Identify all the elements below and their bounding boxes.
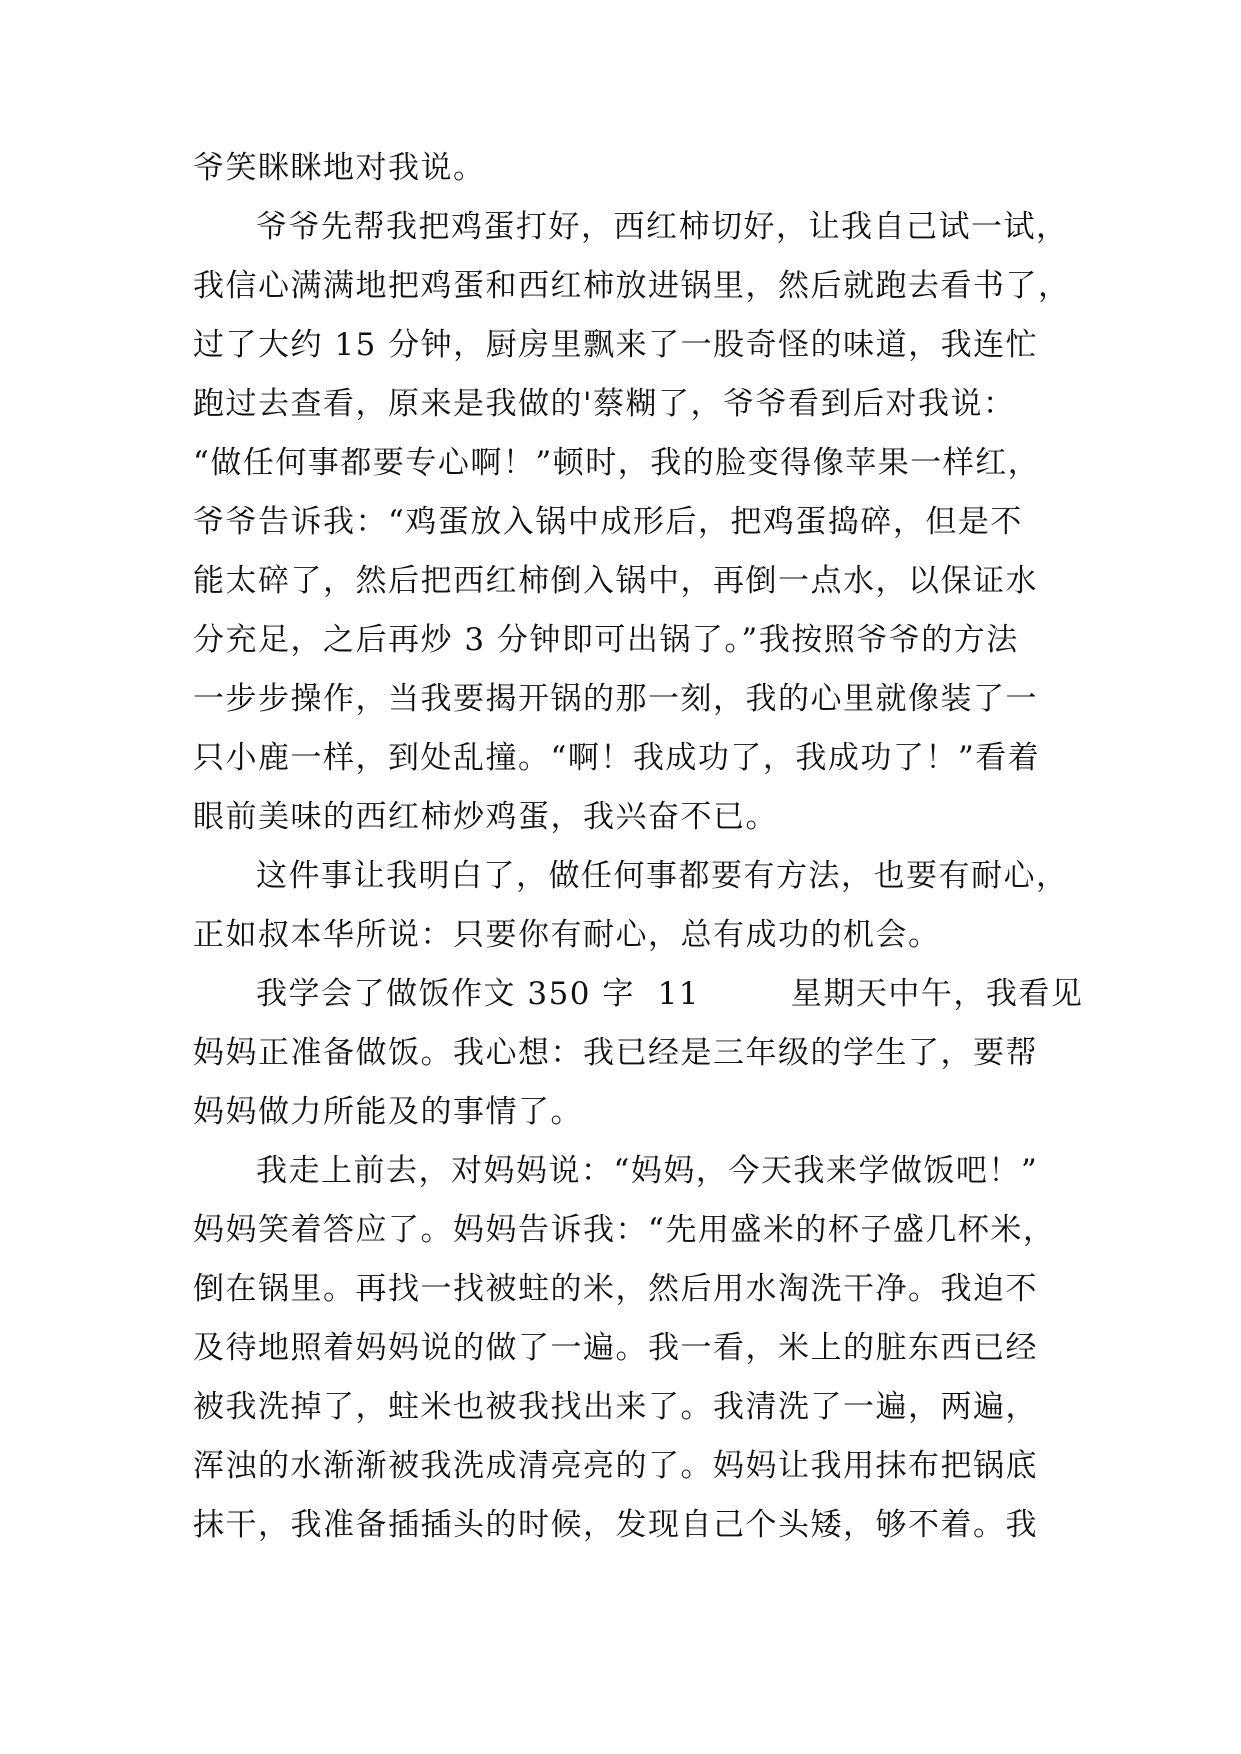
text-line: 能太碎了，然后把西红柿倒入锅中，再倒一点水，以保证水 (193, 563, 1038, 599)
text-line: 我信心满满地把鸡蛋和西红柿放进锅里，然后就跑去看书了， (193, 268, 1071, 304)
paragraph-start-line: 爷爷先帮我把鸡蛋打好，西红柿切好，让我自己试一试， (256, 209, 1069, 245)
paragraph-start-line: 这件事让我明白了，做任何事都要有方法，也要有耐心， (256, 858, 1069, 894)
text-line: 爷爷告诉我：“鸡蛋放入锅中成形后，把鸡蛋捣碎，但是不 (193, 504, 1023, 540)
text-line: 眼前美味的西红柿炒鸡蛋，我兴奋不已。 (193, 799, 778, 835)
text-line: 倒在锅里。再找一找被蛀的米，然后用水淘洗干净。我迫不 (193, 1271, 1038, 1307)
text-line: 跑过去查看，原来是我做的'蔡糊了，爷爷看到后对我说： (193, 386, 1016, 422)
text-line: 正如叔本华所说：只要你有耐心，总有成功的机会。 (193, 917, 941, 953)
text-line: 妈妈做力所能及的事情了。 (193, 1094, 583, 1130)
text-line: 妈妈正准备做饭。我心想：我已经是三年级的学生了，要帮 (193, 1035, 1038, 1071)
text-line: 及待地照着妈妈说的做了一遍。我一看，米上的脏东西已经 (193, 1330, 1038, 1366)
text-line: 分充足，之后再炒 3 分钟即可出锅了。”我按照爷爷的方法 (193, 622, 1019, 658)
text-line: 爷笑眯眯地对我说。 (193, 150, 486, 186)
text-line: 浑浊的水渐渐被我洗成清亮亮的了。妈妈让我用抹布把锅底 (193, 1448, 1038, 1484)
text-line: 被我洗掉了，蛀米也被我找出来了。我清洗了一遍，两遍， (193, 1389, 1038, 1425)
paragraph-start-line: 我学会了做饭作文 350 字 11 星期天中午，我看见 (256, 976, 1084, 1012)
text-line: 过了大约 15 分钟，厨房里飘来了一股奇怪的味道，我连忙 (193, 327, 1039, 363)
text-line: 抹干，我准备插插头的时候，发现自己个头矮，够不着。我 (193, 1507, 1038, 1543)
text-line: 妈妈笑着答应了。妈妈告诉我：“先用盛米的杯子盛几杯米， (193, 1212, 1056, 1248)
text-line: “做任何事都要专心啊！”顿时，我的脸变得像苹果一样红， (193, 445, 1041, 481)
text-line: 只小鹿一样，到处乱撞。“啊！我成功了，我成功了！”看着 (193, 740, 1041, 776)
text-line: 一步步操作，当我要揭开锅的那一刻，我的心里就像装了一 (193, 681, 1038, 717)
paragraph-start-line: 我走上前去，对妈妈说：“妈妈，今天我来学做饭吧！” (256, 1153, 1039, 1189)
